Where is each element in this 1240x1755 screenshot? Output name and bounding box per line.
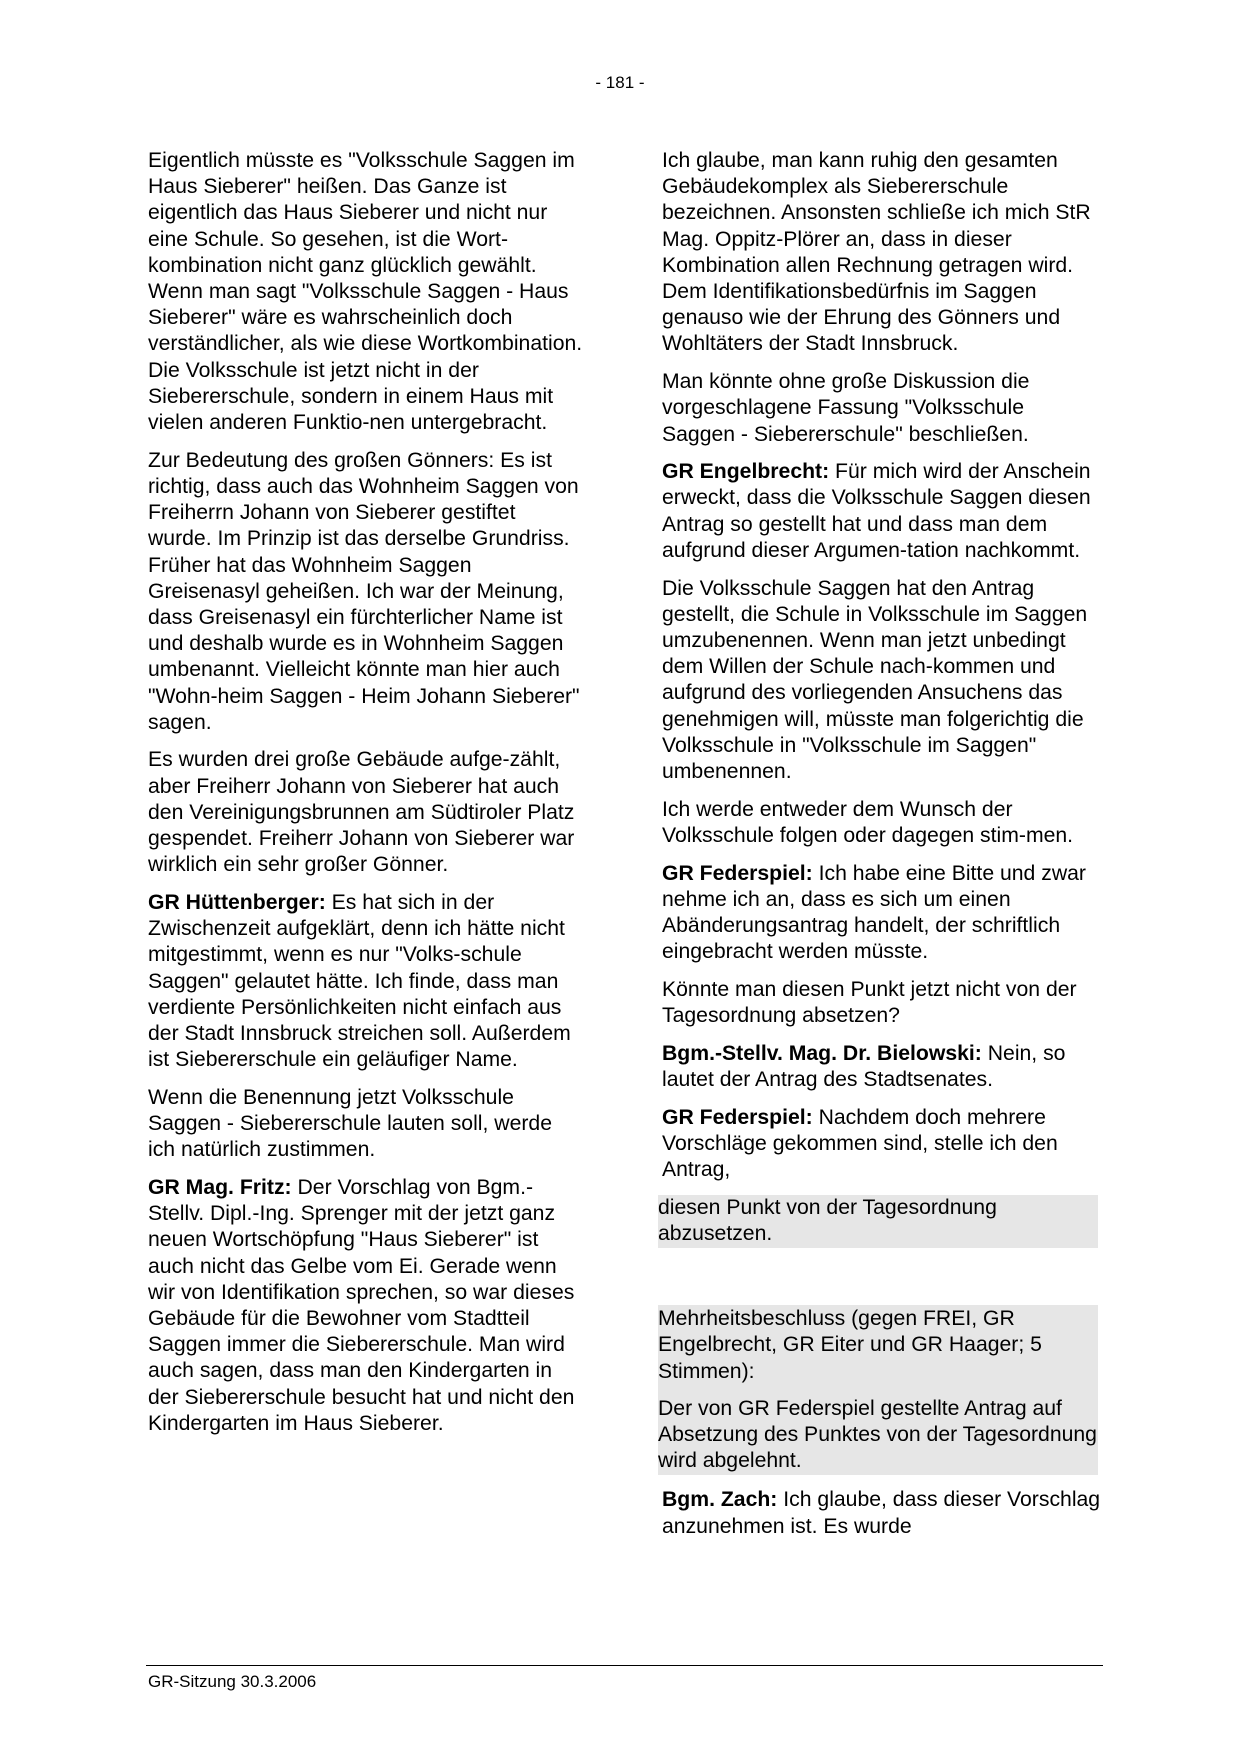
paragraph: [148, 448, 584, 736]
speaker-name: GR Hüttenberger:: [148, 890, 326, 914]
paragraph-text: Für mich wird der Anschein erweckt, dass die Volksschule Saggen diesen Antrag so gestellt hat und dass man dem aufgrund dieser Argumen-tation nachkommt.: [662, 460, 1091, 562]
paragraph-text: Ich werde entweder dem Wunsch der Volksschule folgen oder dagegen stim-men.: [662, 797, 1074, 847]
paragraph-text: Wenn die Benennung jetzt Volksschule Saggen - Siebererschule lauten soll, werde ich natürlich zustimmen.: [148, 1085, 552, 1162]
paragraph: [148, 890, 584, 1073]
paragraph-text: Ich habe eine Bitte und zwar nehme ich an, dass es sich um einen Abänderungsantrag handelt, der schriftlich eingebracht werden müsste.: [662, 861, 1086, 964]
paragraph-text: Ich glaube, dass dieser Vorschlag anzunehmen ist. Es wurde: [662, 1488, 1101, 1538]
resolution-decision: Der von GR Federspiel gestellte Antrag auf Absetzung des Punktes von der Tagesordnung wird abgelehnt.: [658, 1396, 1097, 1473]
page-number: - 181 -: [595, 73, 645, 92]
paragraph: [662, 576, 1102, 786]
paragraph: [148, 1085, 584, 1164]
paragraph: [662, 861, 1102, 966]
paragraph: [662, 459, 1102, 564]
paragraph: [662, 148, 1102, 358]
paragraph: [662, 1105, 1102, 1184]
speaker-name: GR Federspiel:: [662, 861, 813, 885]
paragraph: [662, 369, 1102, 448]
paragraph: [148, 148, 584, 436]
paragraph-text: Man könnte ohne große Diskussion die vorgeschlagene Fassung "Volksschule Saggen - Siebererschule" beschließen.: [662, 370, 1030, 446]
paragraph: [148, 747, 584, 878]
motion-text: diesen Punkt von der Tagesordnung abzusetzen.: [658, 1195, 997, 1246]
left-column: [148, 148, 584, 1449]
paragraph: [662, 1487, 1102, 1539]
paragraph: [662, 977, 1102, 1029]
paragraph-text: Nachdem doch mehrere Vorschläge gekommen sind, stelle ich den Antrag,: [662, 1105, 1058, 1182]
paragraph-text: Der Vorschlag von Bgm.-Stellv. Dipl.-Ing. Sprenger mit der jetzt ganz neuen Wortschöpfung "Haus Sieberer" ist auch nicht das Gelbe vom Ei. Gerade wenn wir von Identifikation sprechen, so war dieses Gebäude für die Bewohner vom Stadtteil Saggen immer die Siebererschule. Man wird auch sagen, dass man den Kindergarten in der Siebererschule besucht hat und nicht den Kindergarten im Haus Sieberer.: [148, 1176, 575, 1435]
footer-divider: [146, 1665, 1103, 1666]
speaker-name: GR Engelbrecht:: [662, 460, 830, 484]
paragraph: [148, 1175, 584, 1437]
speaker-name: Bgm.-Stellv. Mag. Dr. Bielowski:: [662, 1041, 982, 1065]
paragraph-text: Ich glaube, man kann ruhig den gesamten Gebäudekomplex als Siebererschule bezeichnen. Ansonsten schließe ich mich StR Mag. Oppitz-Plörer an, dass in dieser Kombination allen Rechnung getragen wird. Dem Identifikationsbedürfnis im Saggen genauso wie der Ehrung des Gönners und Wohltäters der Stadt Innsbruck.: [662, 149, 1091, 356]
paragraph-text: Zur Bedeutung des großen Gönners: Es ist richtig, dass auch das Wohnheim Saggen von Freiherrn Johann von Sieberer gestiftet wurde. Im Prinzip ist das derselbe Grundriss. Früher hat das Wohnheim Saggen Greisenasyl geheißen. Ich war der Meinung, dass Greisenasyl ein fürchterlicher Name ist und deshalb wurde es in Wohnheim Saggen umbenannt. Vielleicht könnte man hier auch "Wohn-heim Saggen - Heim Johann Sieberer" sagen.: [148, 448, 580, 734]
paragraph: [662, 797, 1102, 849]
speaker-name: GR Mag. Fritz:: [148, 1176, 292, 1200]
motion-box: [658, 1195, 1098, 1248]
paragraph: [662, 1041, 1102, 1093]
right-column: [658, 148, 1102, 1551]
paragraph-text: Könnte man diesen Punkt jetzt nicht von der Tagesordnung absetzen?: [662, 977, 1077, 1028]
paragraph-text: Die Volksschule Saggen hat den Antrag gestellt, die Schule in Volksschule im Saggen umzubenennen. Wenn man jetzt unbedingt dem Willen der Schule nach-kommen und aufgrund des vorliegenden Ansuchens das genehmigen will, müsste man folgerichtig die Volksschule in "Volksschule im Saggen" umbenennen.: [662, 576, 1088, 783]
vote-result: Mehrheitsbeschluss (gegen FREI, GR Engelbrecht, GR Eiter und GR Haager; 5 Stimmen):: [658, 1307, 1042, 1383]
paragraph-text: Es hat sich in der Zwischenzeit aufgeklärt, denn ich hätte nicht mitgestimmt, wenn es nur "Volks-schule Saggen" gelautet hätte. Ich finde, dass man verdiente Persönlichkeiten nicht einfach aus der Stadt Innsbruck streichen soll. Außerdem ist Siebererschule ein geläufiger Name.: [148, 890, 571, 1072]
paragraph-text: Nein, so lautet der Antrag des Stadtsenates.: [662, 1041, 1066, 1091]
footer-session-date: GR-Sitzung 30.3.2006: [148, 1672, 317, 1691]
speaker-name: GR Federspiel:: [662, 1105, 813, 1129]
paragraph-text: Eigentlich müsste es "Volksschule Saggen im Haus Sieberer" heißen. Das Ganze ist eigentlich das Haus Sieberer und nicht nur eine Schule. So gesehen, ist die Wort-kombination nicht ganz glücklich gewählt. Wenn man sagt "Volksschule Saggen - Haus Sieberer" wäre es wahrscheinlich doch verständlicher, als wie diese Wortkombination. Die Volksschule ist jetzt nicht in der Siebererschule, sondern in einem Haus mit vielen anderen Funktio-nen untergebracht.: [148, 149, 583, 435]
paragraph-text: Es wurden drei große Gebäude aufge-zählt, aber Freiherr Johann von Sieberer hat auch den Vereinigungsbrunnen am Südtiroler Platz gespendet. Freiherr Johann von Sieberer war wirklich ein sehr großer Gönner.: [148, 748, 575, 877]
resolution-box: [658, 1305, 1098, 1475]
speaker-name: Bgm. Zach:: [662, 1488, 778, 1512]
